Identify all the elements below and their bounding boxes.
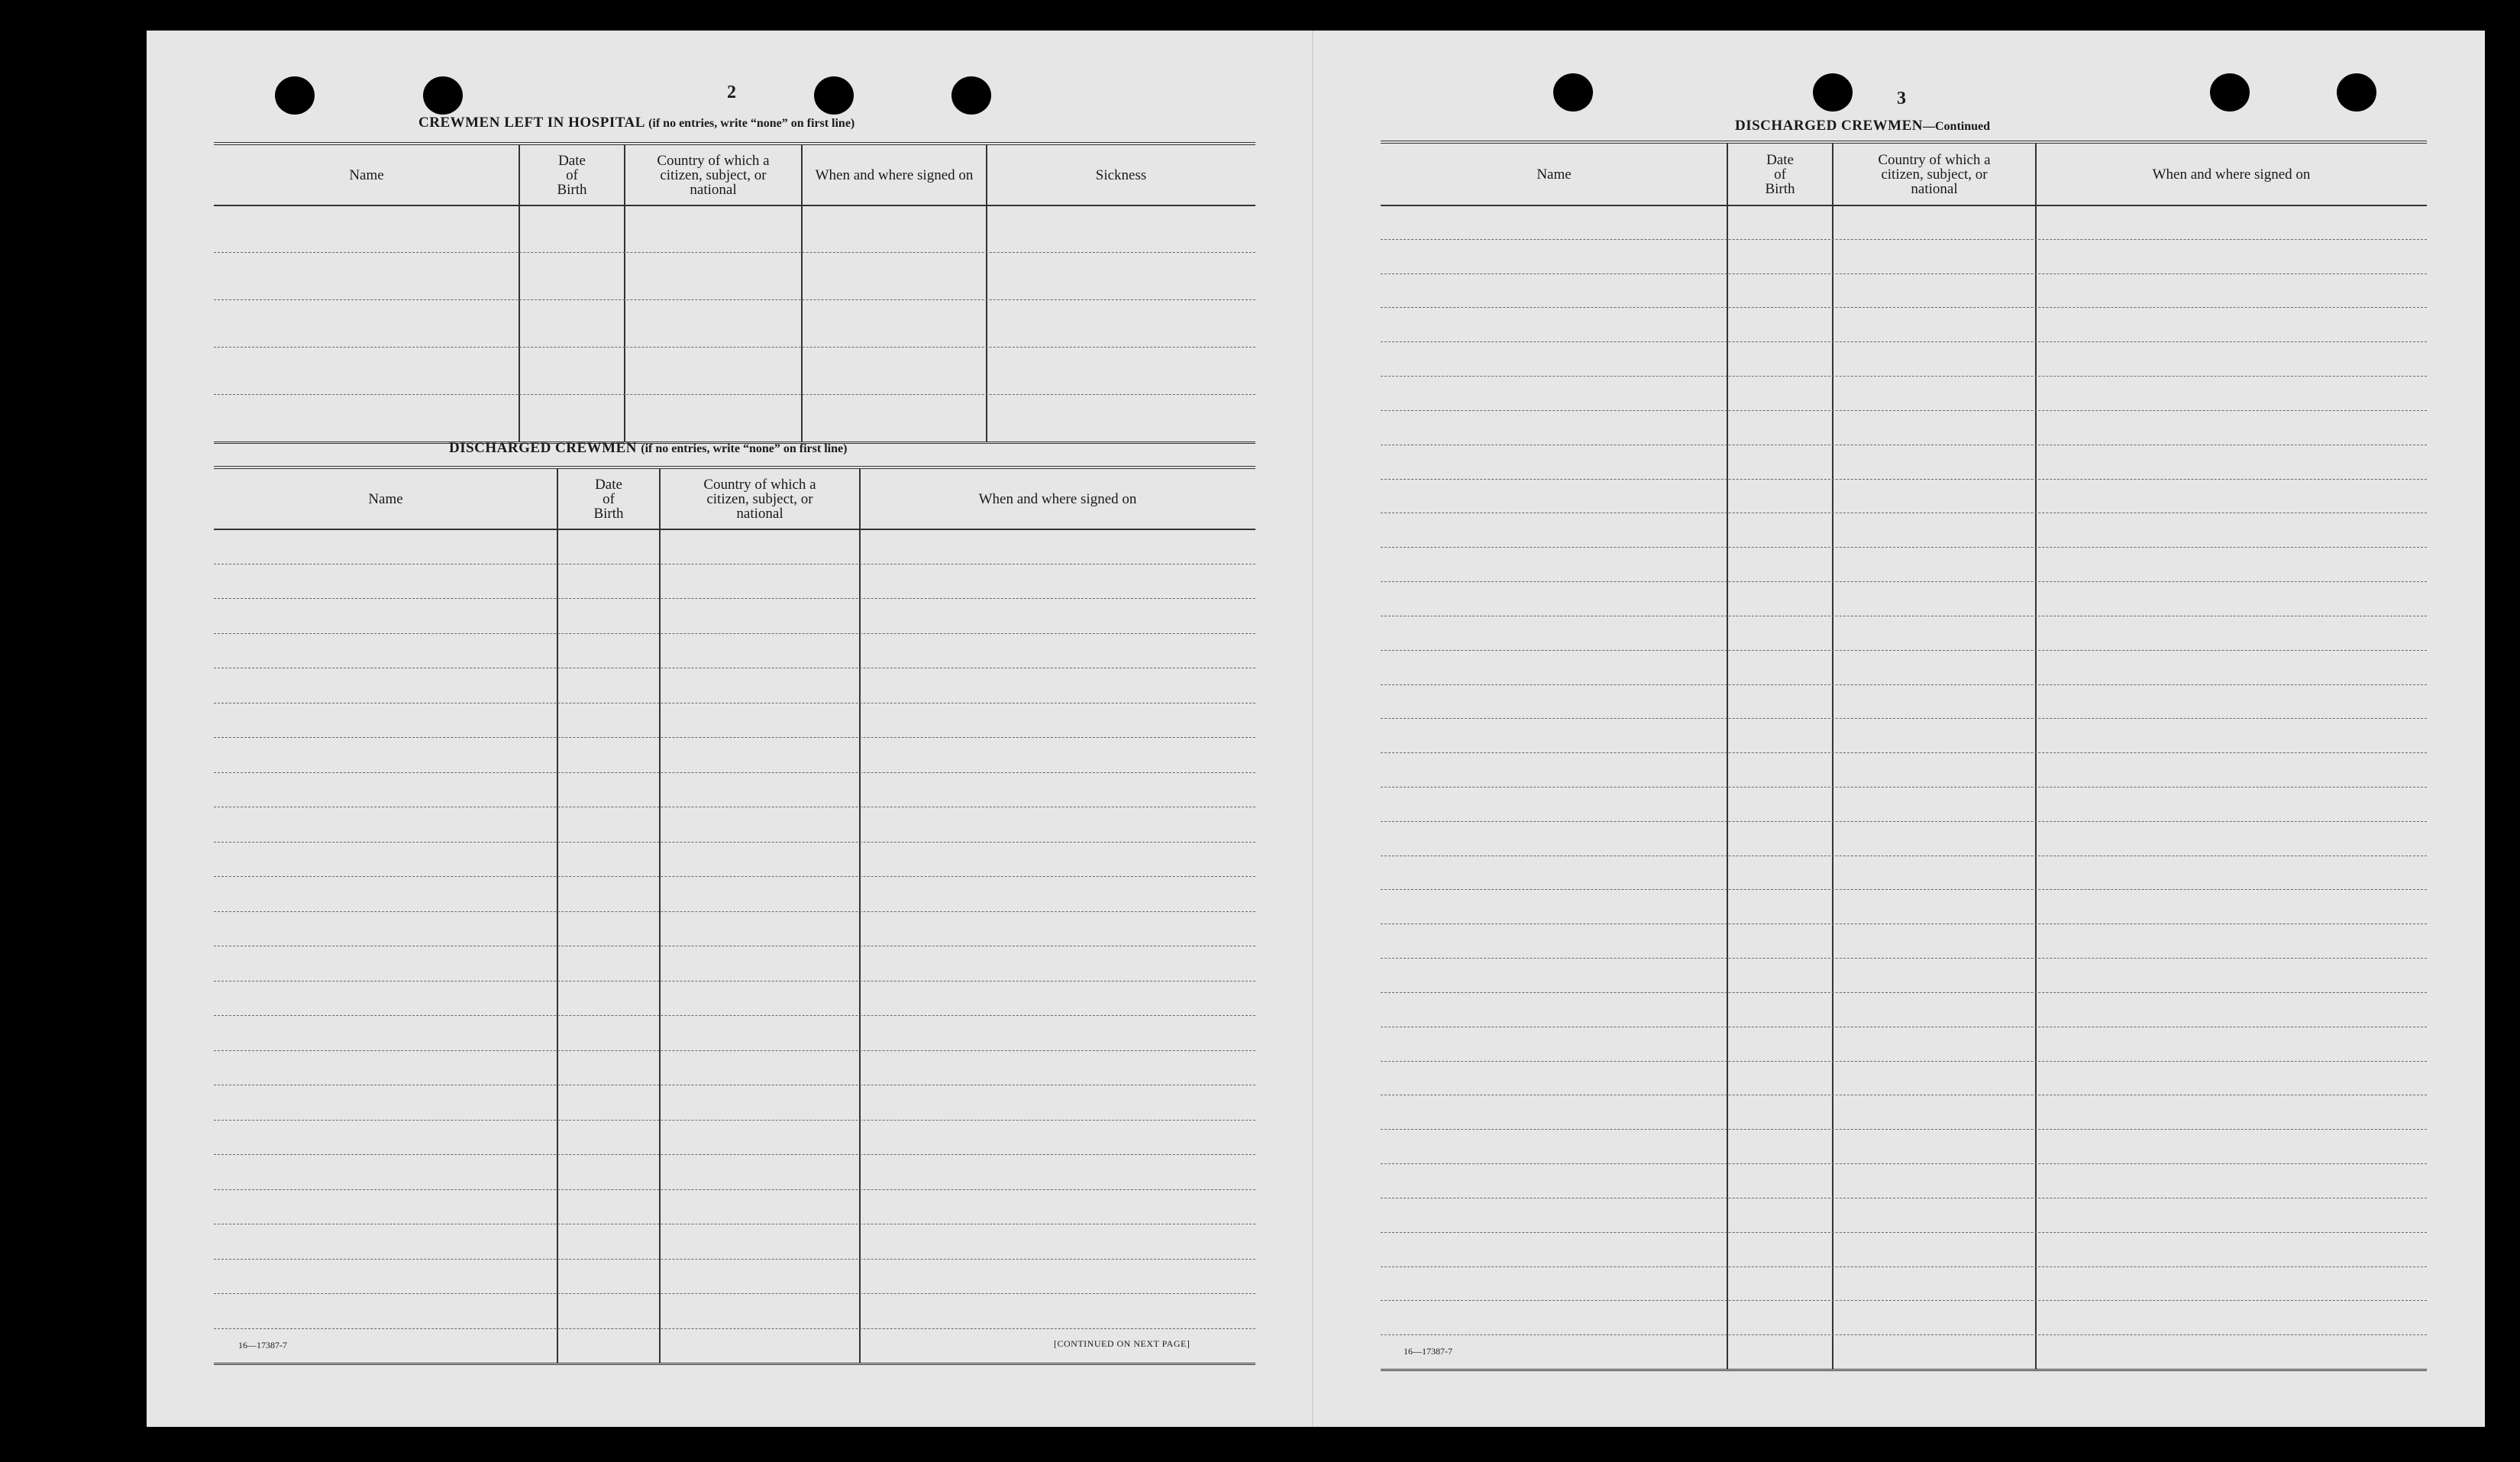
- discharged-continued-table: [1381, 141, 2427, 1371]
- entry-line: [1381, 581, 2427, 582]
- entry-line: [214, 1015, 1255, 1016]
- column-header: Name: [1536, 166, 1572, 183]
- punch-hole: [2210, 73, 2250, 112]
- column-divider: [1727, 144, 1728, 1369]
- punch-hole: [1813, 73, 1853, 112]
- entry-line: [1381, 1266, 2427, 1267]
- entry-line: [1381, 923, 2427, 924]
- discharged-table: [214, 466, 1255, 1365]
- punch-hole: [2337, 73, 2376, 112]
- table-header-row: [214, 145, 1255, 206]
- entry-line: [214, 1154, 1255, 1155]
- entry-line: [214, 598, 1255, 599]
- entry-line: [214, 703, 1255, 704]
- column-header: When and where signed on: [815, 167, 974, 183]
- entry-line: [1381, 239, 2427, 240]
- entry-line: [214, 981, 1255, 982]
- entry-line: [214, 1120, 1255, 1121]
- column-header: Country of which a citizen, subject, or national: [1878, 151, 1991, 197]
- column-header: When and where signed on: [978, 490, 1137, 507]
- entry-line: [214, 347, 1255, 348]
- punch-hole: [814, 76, 854, 115]
- page-fold: [1312, 31, 1313, 1427]
- entry-line: [214, 876, 1255, 877]
- entry-line: [1381, 821, 2427, 822]
- entry-line: [1381, 752, 2427, 753]
- column-header: Sickness: [1095, 167, 1147, 183]
- column-header: Date of Birth: [557, 152, 587, 198]
- entry-line: [1381, 1163, 2427, 1164]
- entry-line: [1381, 718, 2427, 719]
- hospital-table: [214, 142, 1255, 444]
- entry-line: [1381, 1334, 2427, 1335]
- entry-line: [1381, 650, 2427, 651]
- entry-line: [1381, 1232, 2427, 1233]
- entry-line: [214, 1328, 1255, 1329]
- discharged-continued-suffix: —Continued: [1923, 120, 1991, 133]
- form-code-left: 16—17387-7: [238, 1340, 287, 1350]
- entry-line: [214, 911, 1255, 912]
- column-divider: [659, 469, 661, 1363]
- entry-line: [214, 1189, 1255, 1190]
- column-header: Name: [368, 490, 403, 507]
- continued-note: [CONTINUED ON NEXT PAGE]: [1054, 1338, 1191, 1349]
- column-divider: [801, 145, 803, 442]
- column-header: Name: [349, 167, 384, 183]
- entry-line: [1381, 889, 2427, 890]
- column-divider: [1832, 144, 1833, 1369]
- entry-line: [1381, 1061, 2427, 1062]
- column-divider: [859, 469, 861, 1363]
- document-sheet: [147, 31, 2485, 1427]
- hospital-title-note: (if no entries, write “none” on first line): [648, 117, 855, 130]
- entry-line: [1381, 341, 2427, 342]
- entry-line: [214, 1293, 1255, 1294]
- hospital-section-title: [418, 115, 855, 131]
- column-header: When and where signed on: [2152, 166, 2311, 183]
- page-number-left: 2: [727, 82, 736, 102]
- punch-hole: [951, 76, 991, 115]
- discharged-continued-title: [1735, 118, 1990, 134]
- column-divider: [519, 145, 520, 442]
- table-header-row: [214, 469, 1255, 530]
- entry-line: [214, 1259, 1255, 1260]
- column-divider: [557, 469, 558, 1363]
- entry-line: [1381, 787, 2427, 788]
- entry-line: [214, 1050, 1255, 1051]
- entry-line: [214, 772, 1255, 773]
- discharged-title-text: DISCHARGED CREWMEN: [449, 440, 637, 456]
- discharged-continued-title-text: DISCHARGED CREWMEN: [1735, 118, 1923, 134]
- entry-line: [1381, 273, 2427, 274]
- entry-line: [1381, 479, 2427, 480]
- punch-hole: [423, 76, 463, 115]
- discharged-title-note: (if no entries, write “none” on first line): [641, 442, 848, 455]
- column-divider: [986, 145, 987, 442]
- entry-line: [214, 737, 1255, 738]
- column-header: Date of Birth: [1765, 151, 1795, 197]
- entry-line: [214, 633, 1255, 634]
- page-number-right: 3: [1897, 89, 1906, 108]
- entry-line: [1381, 1300, 2427, 1301]
- punch-hole: [275, 76, 315, 115]
- entry-line: [214, 842, 1255, 843]
- entry-line: [214, 299, 1255, 300]
- column-header: Date of Birth: [593, 476, 624, 522]
- form-code-right: 16—17387-7: [1404, 1346, 1452, 1357]
- entry-line: [1381, 1129, 2427, 1130]
- column-header: Country of which a citizen, subject, or national: [657, 152, 770, 198]
- hospital-title-text: CREWMEN LEFT IN HOSPITAL: [418, 115, 645, 131]
- column-divider: [624, 145, 625, 442]
- entry-line: [1381, 307, 2427, 308]
- table-header-row: [1381, 144, 2427, 206]
- entry-line: [1381, 992, 2427, 993]
- column-header: Country of which a citizen, subject, or national: [703, 476, 816, 522]
- entry-line: [1381, 376, 2427, 377]
- entry-line: [214, 252, 1255, 253]
- entry-line: [214, 394, 1255, 395]
- discharged-section-title: [449, 440, 847, 457]
- entry-line: [1381, 684, 2427, 685]
- entry-line: [1381, 547, 2427, 548]
- entry-line: [1381, 410, 2427, 411]
- punch-hole: [1553, 73, 1593, 112]
- column-divider: [2035, 144, 2037, 1369]
- entry-line: [1381, 958, 2427, 959]
